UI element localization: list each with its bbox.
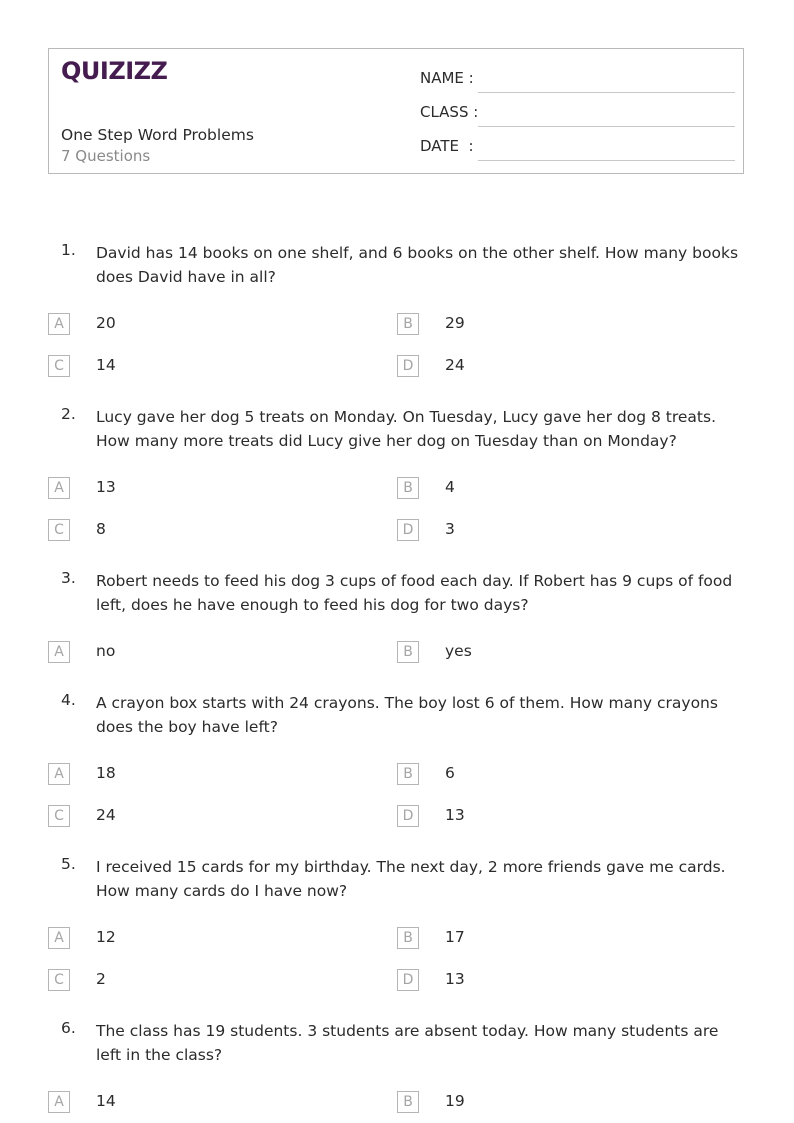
question-number: 2. [61,405,76,423]
question-number: 4. [61,691,76,709]
option-letter: B [397,763,419,785]
question-text: Robert needs to feed his dog 3 cups of food each day. If Robert has 9 cups of food left, does he have enough to feed his dog for two days? [96,572,733,614]
option-letter: B [397,1091,419,1113]
worksheet-header [48,48,744,174]
option-text: 14 [96,356,116,374]
option-text: 19 [445,1092,465,1110]
quizizz-logo: QUIZIZZ [61,57,168,85]
option-text: yes [445,642,472,660]
option-text: 14 [96,1092,116,1110]
option-letter: A [48,763,70,785]
question-number: 3. [61,569,76,587]
option-letter: C [48,969,70,991]
option-text: 4 [445,478,455,496]
option-letter: A [48,477,70,499]
date-field[interactable] [420,137,735,159]
name-line[interactable] [478,92,735,93]
option-letter: D [397,519,419,541]
option-letter: A [48,313,70,335]
option-letter: A [48,1091,70,1113]
name-label: NAME : [420,69,474,87]
option-letter: D [397,969,419,991]
class-field[interactable] [420,103,735,125]
option-text: 6 [445,764,455,782]
option-letter: B [397,313,419,335]
question-count: 7 Questions [61,147,151,165]
option-text: no [96,642,116,660]
name-field[interactable] [420,69,735,91]
class-label: CLASS : [420,103,479,121]
option-text: 17 [445,928,465,946]
question-number: 6. [61,1019,76,1037]
option-letter: C [48,519,70,541]
option-letter: A [48,927,70,949]
option-letter: B [397,927,419,949]
option-text: 8 [96,520,106,538]
class-line[interactable] [478,126,735,127]
date-line[interactable] [478,160,735,161]
question-text: A crayon box starts with 24 crayons. The boy lost 6 of them. How many crayons does the boy have left? [96,694,718,736]
option-text: 2 [96,970,106,988]
question-number: 1. [61,241,76,259]
option-text: 24 [96,806,116,824]
option-text: 13 [96,478,116,496]
option-letter: C [48,355,70,377]
option-text: 20 [96,314,116,332]
option-letter: C [48,805,70,827]
date-label: DATE : [420,137,474,155]
option-text: 12 [96,928,116,946]
option-letter: B [397,477,419,499]
option-letter: D [397,355,419,377]
option-text: 24 [445,356,465,374]
option-text: 13 [445,806,465,824]
question-text: I received 15 cards for my birthday. The next day, 2 more friends gave me cards. How many cards do I have now? [96,858,726,900]
question-text: Lucy gave her dog 5 treats on Monday. On Tuesday, Lucy gave her dog 8 treats. How many more treats did Lucy give her dog on Tuesday than on Monday? [96,408,717,450]
worksheet-title: One Step Word Problems [61,126,254,144]
question-number: 5. [61,855,76,873]
option-text: 29 [445,314,465,332]
question-text: David has 14 books on one shelf, and 6 books on the other shelf. How many books does David have in all? [96,244,739,286]
option-letter: A [48,641,70,663]
option-letter: B [397,641,419,663]
option-letter: D [397,805,419,827]
question-text: The class has 19 students. 3 students are absent today. How many students are left in the class? [96,1022,719,1064]
option-text: 18 [96,764,116,782]
option-text: 3 [445,520,455,538]
option-text: 13 [445,970,465,988]
